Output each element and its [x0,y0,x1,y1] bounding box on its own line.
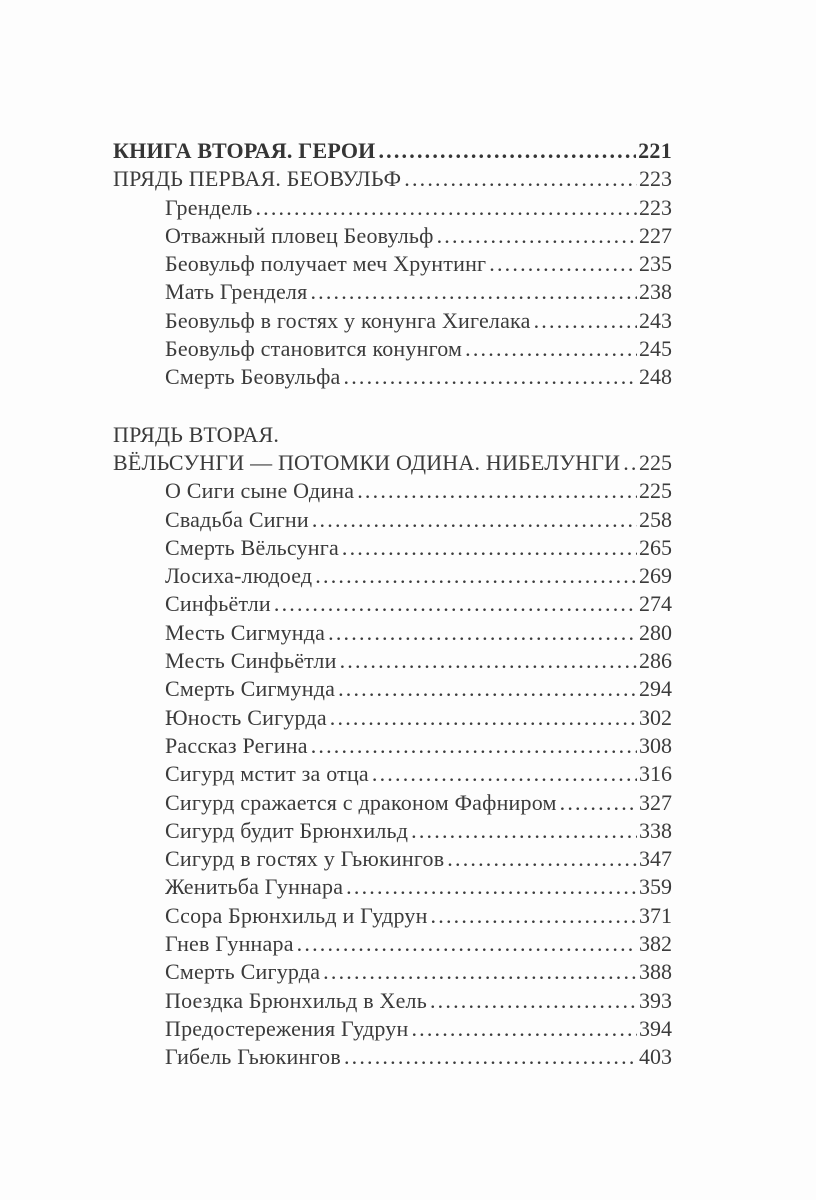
toc-entry-page: 221 [638,138,672,163]
toc-entry-title: Сигурд мстит за отца [165,761,369,787]
toc-entry-title: Ссора Брюнхильд и Гудрун [165,902,428,928]
dot-leader [346,873,637,901]
dot-leader [411,1015,637,1043]
toc-entry-title: Отважный пловец Беовульф [165,222,434,248]
toc-entry [113,1015,672,1043]
toc-entry [113,873,672,901]
toc-entry-page: 393 [639,987,672,1013]
toc-entry-title: Рассказ Регина [165,732,308,758]
toc-entry [113,534,672,562]
dot-leader [344,1043,637,1071]
dot-leader [623,449,637,477]
toc-entry-title: Грендель [165,194,253,220]
dot-leader [372,760,637,788]
toc-entry-page: 243 [639,307,672,333]
toc-entry-title: Синфьётли [165,591,271,617]
toc-entry-title: Гнев Гуннара [165,931,294,957]
toc-entry-title: Поездка Брюнхильд в Хель [165,987,427,1013]
dot-leader [323,958,637,986]
toc-entry [113,590,672,618]
dot-leader [328,619,637,647]
dot-leader [430,987,637,1015]
toc-entry-page: 338 [639,817,672,843]
toc-entry-page: 238 [639,279,672,305]
toc-entry [113,958,672,986]
dot-leader [297,930,637,958]
toc-entry [113,278,672,306]
toc-entry-page: 403 [639,1044,672,1070]
dot-leader [310,278,637,306]
toc-entry [113,619,672,647]
toc-entry [113,137,672,165]
dot-leader [330,704,637,732]
dot-leader [311,732,637,760]
toc-entry-page: 245 [639,336,672,362]
toc-list [113,137,672,1072]
toc-entry [113,732,672,760]
toc-entry-title: ВЁЛЬСУНГИ — ПОТОМКИ ОДИНА. НИБЕЛУНГИ [113,449,621,475]
toc-entry-title: ПРЯДЬ ПЕРВАЯ. БЕОВУЛЬФ [113,166,402,192]
toc-entry-page: 265 [639,534,672,560]
toc-entry-title: Месть Синфьётли [165,648,337,674]
toc-entry-title: Мать Гренделя [165,279,308,305]
dot-leader [312,506,637,534]
toc-entry-page: 227 [639,222,672,248]
toc-entry-page: 382 [639,931,672,957]
toc-entry-page: 294 [639,676,672,702]
toc-entry-page: 359 [639,874,672,900]
dot-leader [437,222,637,250]
toc-entry-page: 394 [639,1015,672,1041]
toc-entry-title: Смерть Сигурда [165,959,321,985]
toc-entry-title: Сигурд сражается с драконом Фафниром [165,789,557,815]
toc-entry [113,421,672,449]
toc-entry-page: 274 [639,591,672,617]
toc-entry-title: Смерть Сигмунда [165,676,336,702]
toc-entry [113,902,672,930]
toc-entry [113,165,672,193]
toc-entry [113,335,672,363]
toc-entry-page: 347 [639,846,672,872]
toc-entry-title: Беовульф становится конунгом [165,336,463,362]
toc-entry [113,789,672,817]
dot-leader [255,194,637,222]
toc-entry-page: 225 [639,478,672,504]
toc-entry [113,449,672,477]
toc-entry [113,930,672,958]
toc-entry-page: 308 [639,732,672,758]
toc-entry-title: Смерть Вёльсунга [165,534,339,560]
toc-entry [113,194,672,222]
dot-leader [315,562,637,590]
dot-leader [378,137,636,165]
toc-entry [113,1043,672,1071]
toc-entry-page: 223 [639,194,672,220]
toc-entry-title: Месть Сигмунда [165,619,326,645]
toc-entry [113,250,672,278]
dot-leader [344,363,637,391]
toc-entry-title: Юность Сигурда [165,704,327,730]
toc-entry [113,760,672,788]
toc-entry [113,987,672,1015]
toc-entry-page: 316 [639,761,672,787]
toc-entry-page: 248 [639,364,672,390]
dot-leader [404,165,637,193]
toc-entry-title: Беовульф получает меч Хрунтинг [165,251,487,277]
toc-entry-page: 225 [639,449,672,475]
toc-entry-title: Предостережения Гудрун [165,1015,409,1041]
toc-entry-title: Смерть Беовульфа [165,364,341,390]
toc-entry [113,817,672,845]
toc-entry [113,845,672,873]
dot-leader [431,902,637,930]
toc-entry-page: 258 [639,506,672,532]
dot-leader [534,307,637,335]
toc-entry-page: 388 [639,959,672,985]
toc-entry-page: 286 [639,648,672,674]
toc-entry-title: ПРЯДЬ ВТОРАЯ. [113,421,280,447]
toc-entry-title: Сигурд в гостях у Гьюкингов [165,846,445,872]
toc-entry-page: 223 [639,166,672,192]
toc-entry-page: 269 [639,563,672,589]
toc-entry-title: О Сиги сыне Одина [165,478,355,504]
toc-entry [113,477,672,505]
toc-entry [113,307,672,335]
dot-leader [342,534,637,562]
toc-entry-title: Сигурд будит Брюнхильд [165,817,409,843]
toc-entry [113,562,672,590]
toc-entry-page: 235 [639,251,672,277]
toc-entry [113,675,672,703]
toc-entry-page: 302 [639,704,672,730]
toc-entry [113,647,672,675]
dot-leader [447,845,637,873]
dot-leader [465,335,637,363]
toc-entry-page: 371 [639,902,672,928]
dot-leader [411,817,637,845]
toc-entry-page: 280 [639,619,672,645]
dot-leader [489,250,637,278]
toc-entry [113,506,672,534]
toc-entry-title: Лосиха-людоед [165,563,313,589]
toc-entry-title: Беовульф в гостях у конунга Хигелака [165,307,531,333]
toc-entry-title: Свадьба Сигни [165,506,309,532]
toc-entry-title: Женитьба Гуннара [165,874,344,900]
dot-leader [560,789,637,817]
toc-entry [113,363,672,391]
dot-leader [338,675,637,703]
toc-entry-title: КНИГА ВТОРАЯ. ГЕРОИ [113,138,376,163]
dot-leader [357,477,637,505]
toc-entry [113,222,672,250]
dot-leader [340,647,637,675]
toc-entry-page: 327 [639,789,672,815]
toc-entry [113,704,672,732]
dot-leader [274,590,637,618]
toc-entry-title: Гибель Гьюкингов [165,1044,341,1070]
